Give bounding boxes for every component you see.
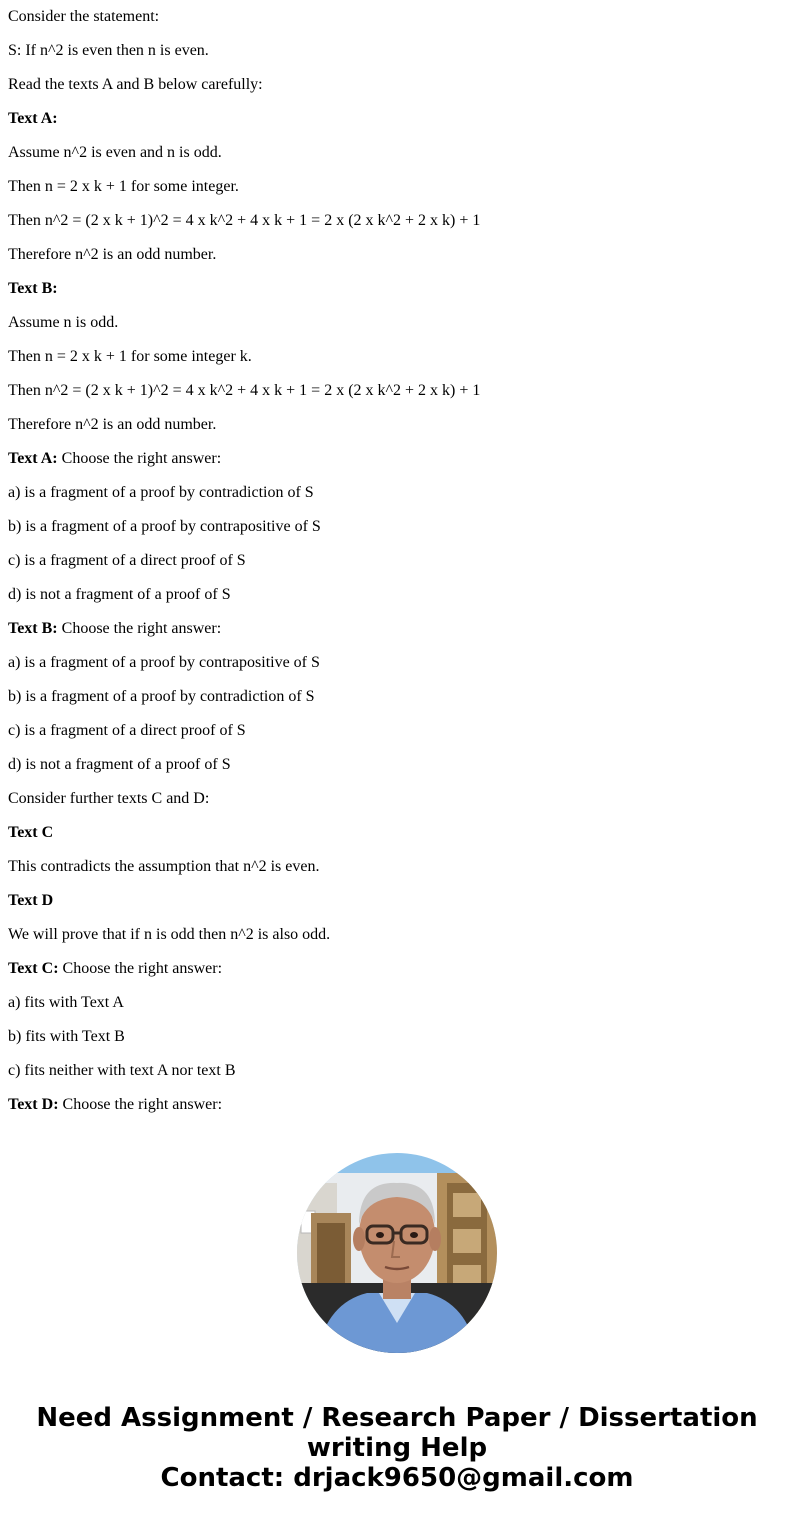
line-text: a) fits with Text A (8, 994, 124, 1011)
text-line (8, 619, 786, 653)
text-line (8, 925, 786, 959)
line-label: Text D (8, 892, 54, 909)
line-text: Choose the right answer: (57, 620, 222, 637)
line-text: Assume n^2 is even and n is odd. (8, 144, 222, 161)
footer-line-2: writing Help (306, 1433, 488, 1463)
line-text: Choose the right answer: (58, 960, 223, 977)
line-label: Text C: (8, 960, 59, 977)
line-text: d) is not a fragment of a proof of S (8, 586, 231, 603)
line-label: Text B: (8, 280, 58, 297)
question-text (8, 7, 786, 1129)
line-text: Choose the right answer: (57, 450, 222, 467)
text-line (8, 755, 786, 789)
line-text: b) is a fragment of a proof by contradiction of S (8, 688, 315, 705)
tutor-avatar (297, 1153, 497, 1353)
text-line (8, 177, 786, 211)
text-line (8, 211, 786, 245)
line-text: Therefore n^2 is an odd number. (8, 246, 217, 263)
text-line (8, 721, 786, 755)
line-label: Text B: (8, 620, 58, 637)
line-text: S: If n^2 is even then n is even. (8, 42, 209, 59)
footer-contact: Contact: drjack9650@gmail.com (160, 1463, 634, 1493)
text-line (8, 789, 786, 823)
footer-line-1: Need Assignment / Research Paper / Dissertation (36, 1403, 758, 1433)
line-text: Then n = 2 x k + 1 for some integer k. (8, 348, 252, 365)
line-label: Text D: (8, 1096, 59, 1113)
text-line (8, 483, 786, 517)
line-text: c) is a fragment of a direct proof of S (8, 552, 246, 569)
text-line (8, 7, 786, 41)
line-label: Text A: (8, 110, 58, 127)
text-line (8, 1095, 786, 1129)
text-line (8, 415, 786, 449)
text-line (8, 959, 786, 993)
line-text: Therefore n^2 is an odd number. (8, 416, 217, 433)
line-text: Choose the right answer: (58, 1096, 223, 1113)
text-line (8, 653, 786, 687)
text-line (8, 891, 786, 925)
text-line (8, 381, 786, 415)
line-text: b) fits with Text B (8, 1028, 125, 1045)
text-line (8, 313, 786, 347)
tutor-photo (297, 1153, 497, 1353)
text-line (8, 517, 786, 551)
line-text: Assume n is odd. (8, 314, 119, 331)
line-text: a) is a fragment of a proof by contrapositive of S (8, 654, 320, 671)
line-text: c) is a fragment of a direct proof of S (8, 722, 246, 739)
line-text: c) fits neither with text A nor text B (8, 1062, 236, 1079)
text-line (8, 41, 786, 75)
text-line (8, 823, 786, 857)
text-line (8, 75, 786, 109)
line-label: Text A: (8, 450, 58, 467)
line-text: b) is a fragment of a proof by contrapositive of S (8, 518, 321, 535)
line-text: Then n = 2 x k + 1 for some integer. (8, 178, 239, 195)
text-line (8, 347, 786, 381)
text-line (8, 585, 786, 619)
line-text: d) is not a fragment of a proof of S (8, 756, 231, 773)
line-text: Then n^2 = (2 x k + 1)^2 = 4 x k^2 + 4 x k + 1 = 2 x (2 x k^2 + 2 x k) + 1 (8, 382, 481, 399)
text-line (8, 857, 786, 891)
line-label: Text C (8, 824, 54, 841)
line-text: Then n^2 = (2 x k + 1)^2 = 4 x k^2 + 4 x k + 1 = 2 x (2 x k^2 + 2 x k) + 1 (8, 212, 481, 229)
text-line (8, 449, 786, 483)
text-line (8, 551, 786, 585)
text-line (8, 279, 786, 313)
footer-ad (0, 1403, 794, 1493)
text-line (8, 109, 786, 143)
line-text: Read the texts A and B below carefully: (8, 76, 263, 93)
text-line (8, 1061, 786, 1095)
line-text: Consider further texts C and D: (8, 790, 210, 807)
text-line (8, 143, 786, 177)
text-line (8, 993, 786, 1027)
text-line (8, 1027, 786, 1061)
line-text: a) is a fragment of a proof by contradiction of S (8, 484, 314, 501)
line-text: Consider the statement: (8, 8, 160, 25)
line-text: This contradicts the assumption that n^2 is even. (8, 858, 320, 875)
line-text: We will prove that if n is odd then n^2 is also odd. (8, 926, 331, 943)
text-line (8, 245, 786, 279)
text-line (8, 687, 786, 721)
